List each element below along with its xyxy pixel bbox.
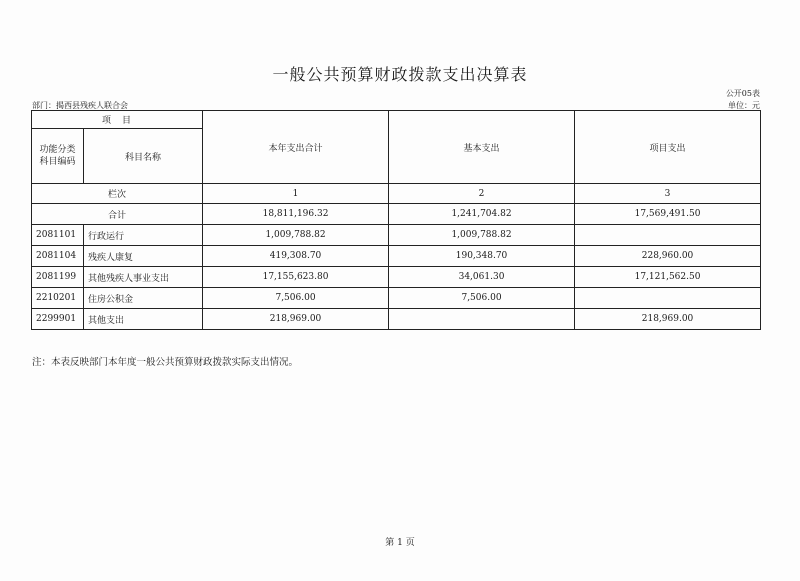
unit-label: 单位：元 (728, 101, 760, 110)
header-row-item (32, 111, 761, 129)
row-total: 17,155,623.80 (203, 267, 389, 288)
index-1: 1 (203, 184, 389, 204)
row-name: 住房公积金 (84, 288, 203, 309)
row-code: 2081199 (32, 267, 84, 288)
row-basic: 7,506.00 (389, 288, 575, 309)
row-total: 7,506.00 (203, 288, 389, 309)
row-basic: 190,348.70 (389, 246, 575, 267)
row-basic (389, 309, 575, 330)
form-number: 公开05表 (725, 89, 760, 98)
table-row (32, 309, 761, 330)
table-row (32, 246, 761, 267)
row-total: 218,969.00 (203, 309, 389, 330)
total-row (32, 204, 761, 225)
row-total: 1,009,788.82 (203, 225, 389, 246)
row-project: 218,969.00 (575, 309, 761, 330)
total-project: 17,569,491.50 (575, 204, 761, 225)
table-row (32, 225, 761, 246)
index-2: 2 (389, 184, 575, 204)
index-row (32, 184, 761, 204)
row-name: 其他支出 (84, 309, 203, 330)
index-label: 栏次 (32, 184, 203, 204)
total-amount: 18,811,196.32 (203, 204, 389, 225)
table-row (32, 288, 761, 309)
row-name: 行政运行 (84, 225, 203, 246)
row-name: 残疾人康复 (84, 246, 203, 267)
row-project (575, 288, 761, 309)
table-row (32, 267, 761, 288)
header-project: 项目支出 (575, 111, 761, 184)
row-code: 2081104 (32, 246, 84, 267)
page-number: 第 1 页 (385, 538, 415, 548)
footnote: 注：本表反映部门本年度一般公共预算财政拨款实际支出情况。 (32, 357, 299, 368)
row-project: 17,121,562.50 (575, 267, 761, 288)
row-total: 419,308.70 (203, 246, 389, 267)
row-basic: 34,061.30 (389, 267, 575, 288)
total-label: 合计 (32, 204, 203, 225)
row-project: 228,960.00 (575, 246, 761, 267)
header-total: 本年支出合计 (203, 111, 389, 184)
row-project (575, 225, 761, 246)
header-name: 科目名称 (84, 129, 203, 184)
header-basic: 基本支出 (389, 111, 575, 184)
row-code: 2081101 (32, 225, 84, 246)
row-code: 2299901 (32, 309, 84, 330)
header-item: 项 目 (32, 111, 203, 129)
total-basic: 1,241,704.82 (389, 204, 575, 225)
expenditure-table (31, 110, 761, 330)
header-code: 功能分类 科目编码 (32, 129, 84, 184)
department-label: 部门：揭西县残疾人联合会 (32, 101, 128, 110)
page-title: 一般公共预算财政拨款支出决算表 (272, 65, 528, 84)
row-name: 其他残疾人事业支出 (84, 267, 203, 288)
index-3: 3 (575, 184, 761, 204)
row-basic: 1,009,788.82 (389, 225, 575, 246)
row-code: 2210201 (32, 288, 84, 309)
